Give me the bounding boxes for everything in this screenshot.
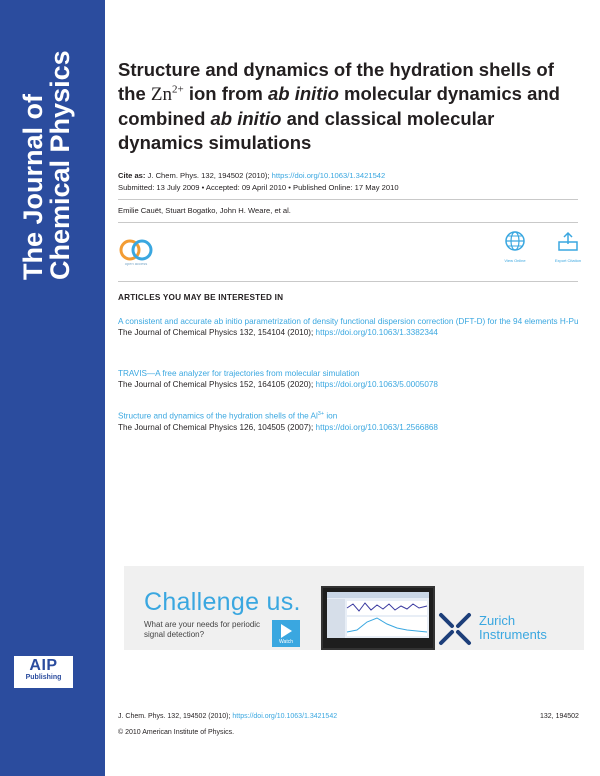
zurich-instruments-brand: [479, 614, 547, 642]
citation-text: The Journal of Chemical Physics 152, 164105 (2020);: [118, 380, 316, 389]
cite-text: J. Chem. Phys. 132, 194502 (2010);: [147, 171, 272, 180]
export-citation-link[interactable]: Export Citation: [554, 258, 582, 263]
divider: [118, 222, 578, 223]
divider: [118, 281, 578, 282]
related-article-title[interactable]: [118, 409, 584, 422]
related-article: [118, 409, 584, 433]
doi-link[interactable]: https://doi.org/10.1063/1.2566868: [315, 422, 438, 432]
aip-logo-subtext: Publishing: [25, 674, 62, 681]
journal-sidebar: [0, 0, 105, 776]
related-article: [118, 316, 584, 338]
citation-text: The Journal of Chemical Physics 126, 104505 (2007);: [118, 422, 316, 432]
footer-citation: [118, 713, 337, 720]
signal-plot-image: [327, 592, 429, 638]
open-access-label: open access: [124, 261, 148, 266]
related-article-citation: [118, 379, 584, 390]
ad-watch-button[interactable]: [272, 620, 300, 647]
title-text: Structure and dynamics of the hydration shells of the Al: [118, 411, 318, 421]
brand-line: Instruments: [479, 627, 547, 642]
footer-doi-link[interactable]: https://doi.org/10.1063/1.3421542: [232, 713, 338, 720]
related-articles-heading: ARTICLES YOU MAY BE INTERESTED IN: [118, 293, 284, 302]
title-text: ion: [324, 411, 338, 421]
footer-cite-text: J. Chem. Phys. 132, 194502 (2010);: [118, 713, 233, 720]
related-article: [118, 368, 584, 390]
title-text: ion from: [183, 83, 268, 104]
title-text: and classical molecular dynamics simulations: [118, 108, 495, 153]
play-icon: [281, 624, 292, 638]
title-italic: ab initio: [268, 83, 339, 104]
aip-publishing-logo[interactable]: [14, 656, 73, 688]
advertisement-banner[interactable]: [124, 566, 584, 650]
citation-line: [118, 170, 578, 181]
article-title: [118, 58, 568, 155]
doi-link[interactable]: https://doi.org/10.1063/1.3421542: [271, 171, 386, 180]
ion-charge: 3+: [317, 411, 325, 417]
cite-label: Cite as:: [118, 171, 148, 180]
journal-name: [20, 40, 100, 280]
related-article-citation: [118, 327, 584, 338]
citation-text: The Journal of Chemical Physics 132, 154104 (2010);: [118, 328, 316, 337]
title-text: molecular dynamics and combined: [118, 83, 560, 129]
related-article-title[interactable]: A consistent and accurate ab initio parametrization of density functional dispersion correction (DFT-D) for the 94 elements H-Pu: [118, 317, 579, 326]
divider: [118, 199, 578, 200]
footer-page-number: 132, 194502: [540, 713, 579, 720]
export-icon[interactable]: [556, 230, 580, 252]
title-text: Structure and dynamics of the hydration shells of the: [118, 59, 554, 104]
journal-name-line2: Chemical Physics: [45, 50, 75, 280]
globe-icon[interactable]: [504, 230, 526, 252]
authors[interactable]: Emilie Cauët, Stuart Bogatko, John H. Weare, et al.: [118, 206, 291, 215]
title-ion: [151, 84, 184, 105]
ad-headline: Challenge us.: [144, 588, 301, 616]
view-online-link[interactable]: View Online: [504, 258, 526, 263]
title-ion-symbol: Zn: [150, 84, 172, 105]
title-ion-charge: 2+: [172, 83, 184, 96]
ad-subtext: What are your needs for periodic signal detection?: [144, 620, 261, 639]
brand-line: Zurich: [479, 613, 516, 628]
zurich-instruments-logo-icon: [437, 611, 473, 647]
related-article-title[interactable]: TRAVIS—A free analyzer for trajectories from molecular simulation: [118, 369, 360, 378]
monitor-screen: [327, 592, 429, 638]
copyright-notice: © 2010 American Institute of Physics.: [118, 729, 235, 736]
doi-link[interactable]: https://doi.org/10.1063/1.3382344: [315, 328, 438, 337]
journal-name-line1: The Journal of: [18, 93, 48, 280]
monitor-image: [321, 586, 435, 650]
related-article-citation: [118, 422, 584, 433]
doi-link[interactable]: https://doi.org/10.1063/5.0005078: [315, 380, 438, 389]
ad-watch-label: Watch: [279, 639, 293, 645]
monitor-stand: [369, 648, 383, 650]
title-italic: ab initio: [210, 108, 282, 129]
aip-logo-text: AIP: [29, 657, 58, 674]
publication-dates: Submitted: 13 July 2009 • Accepted: 09 April 2010 • Published Online: 17 May 2010: [118, 183, 399, 192]
